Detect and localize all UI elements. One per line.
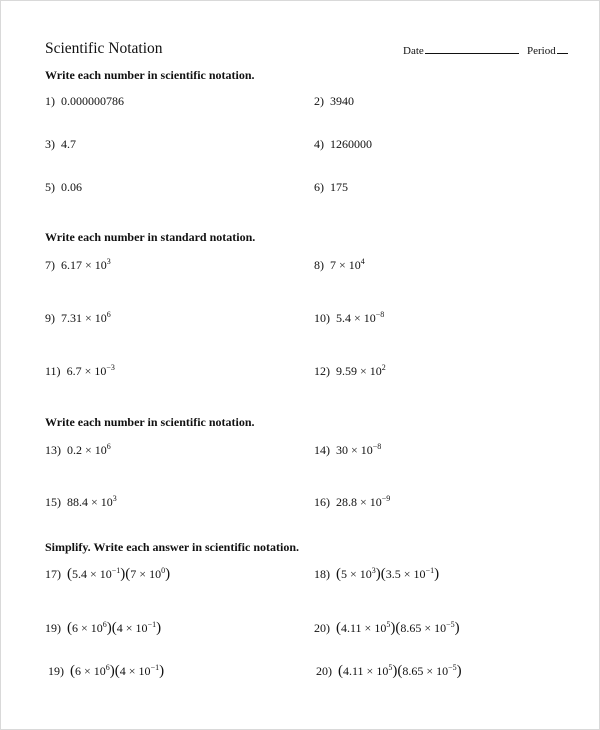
problem-13: 13) $0.2 \times 10^6$	[45, 442, 111, 457]
problem-6: 6) 175	[314, 180, 348, 194]
problem-1: 1) 0.000000786	[45, 94, 124, 108]
problem-14: 14) $30 \times 10^{-8}$	[314, 442, 382, 457]
problem-20: 20) $(4.11 \times 10^5)(8.65 \times 10^{-5})$	[314, 620, 460, 636]
section-heading-2: Write each number in standard notation.	[45, 230, 256, 244]
problem-17: 17) $(5.4 \times 10^{-1})(7 \times 10^0)$	[45, 566, 171, 582]
period-label: Period	[527, 45, 556, 57]
section-heading-1: Write each number in scientific notation.	[45, 68, 255, 82]
problem-19: 19) $(6 \times 10^6)(4 \times 10^{-1})$	[45, 620, 162, 636]
period-blank-line	[557, 43, 568, 54]
problem-9: 9) $7.31 \times 10^6$	[45, 310, 111, 325]
problem-7: 7) $6.17 \times 10^3$	[45, 257, 111, 272]
problem-4: 4) 1260000	[314, 137, 372, 151]
problem-2: 2) 3940	[314, 94, 354, 108]
date-blank-line	[425, 43, 519, 54]
problem-19-repeat: 19) $(6 \times 10^6)(4 \times 10^{-1})$	[48, 663, 165, 679]
problem-18: 18) $(5 \times 10^3)(3.5 \times 10^{-1})$	[314, 566, 440, 582]
problem-3: 3) 4.7	[45, 137, 76, 151]
problem-16: 16) $28.8 \times 10^{-9}$	[314, 494, 391, 509]
problem-12: 12) $9.59 \times 10^2$	[314, 363, 386, 378]
date-label: Date	[403, 45, 424, 57]
problem-8: 8) $7 \times 10^4$	[314, 257, 365, 272]
section-heading-4: Simplify. Write each answer in scientific notation.	[45, 540, 299, 554]
problem-11: 11) $6.7 \times 10^{-3}$	[45, 363, 115, 378]
page-title: Scientific Notation	[45, 40, 163, 57]
section-heading-3: Write each number in scientific notation.	[45, 415, 255, 429]
problem-5: 5) 0.06	[45, 180, 82, 194]
date-field	[403, 43, 519, 57]
problem-15: 15) $88.4 \times 10^3$	[45, 494, 117, 509]
period-field	[527, 43, 568, 57]
problem-10: 10) $5.4 \times 10^{-8}$	[314, 310, 385, 325]
problem-20-repeat: 20) $(4.11 \times 10^5)(8.65 \times 10^{-5})$	[316, 663, 462, 679]
